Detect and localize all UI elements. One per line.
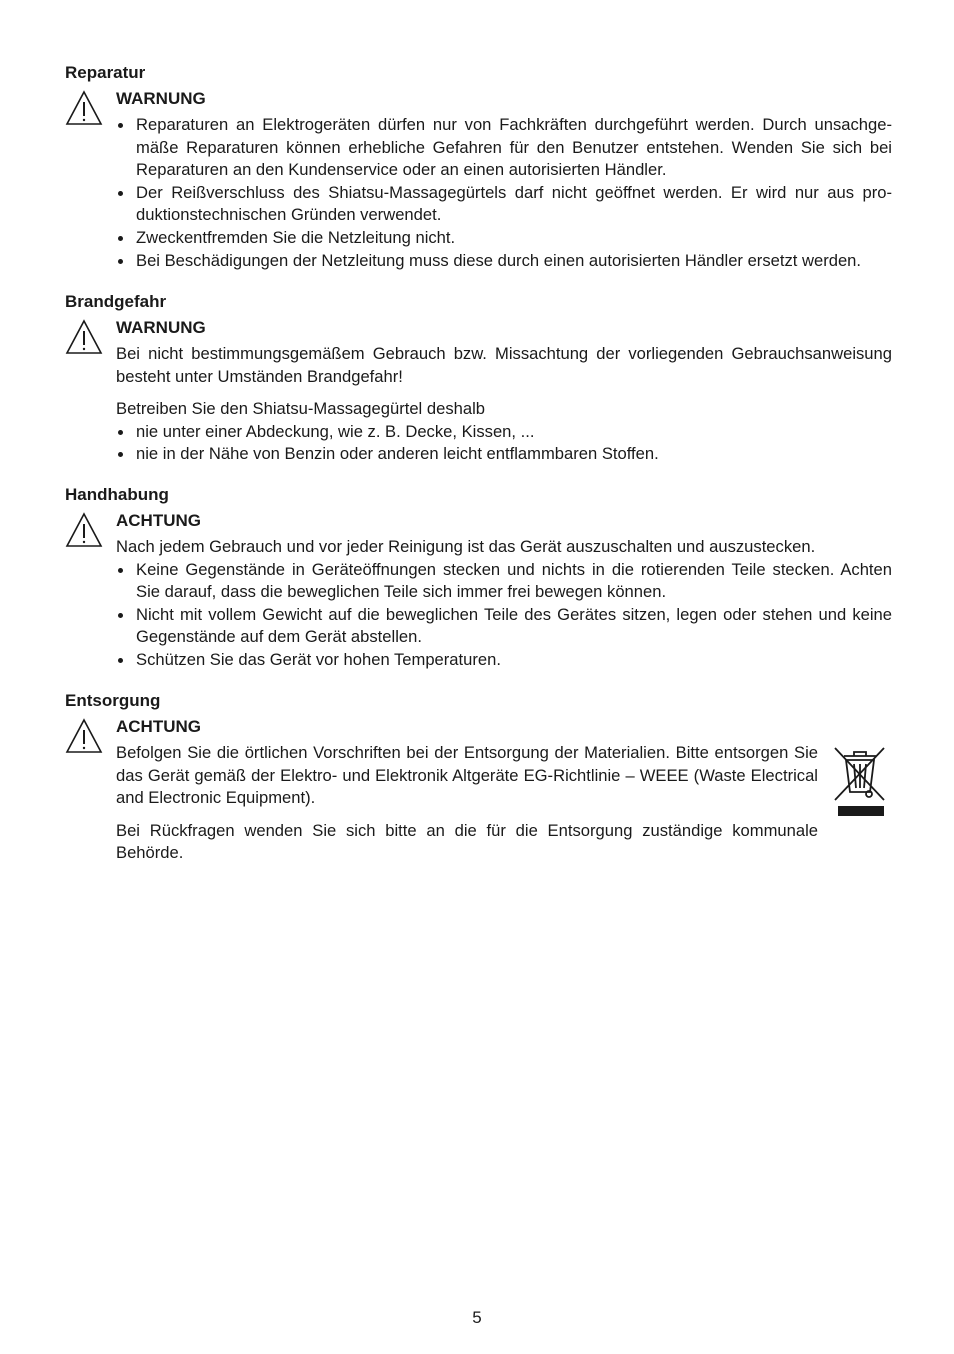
paragraph: Bei nicht bestimmungsgemäßem Gebrauch bzw. Missachtung der vorliegenden Gebrauchsanweisung besteht unter Umständen Brandgefahr! xyxy=(116,344,892,386)
warning-label: WARNUNG xyxy=(116,318,206,337)
section-heading-entsorgung: Entsorgung xyxy=(65,691,161,710)
list-item: Nicht mit vollem Gewicht auf die beweglichen Teile des Gerätes sitzen, legen oder stehen und keine Gegenstände auf dem Gerät abstellen. xyxy=(116,604,892,649)
warning-triangle-icon xyxy=(65,512,103,548)
reparatur-content xyxy=(116,88,892,272)
list-item: nie in der Nähe von Benzin oder anderen leicht entflammbaren Stoffen. xyxy=(116,443,892,466)
reparatur-bullet-list xyxy=(116,114,892,272)
page-number: 5 xyxy=(472,1308,482,1327)
list-item: Bei Beschädigungen der Netzleitung muss diese durch einen autorisierten Händler ersetzt werden. xyxy=(116,250,892,273)
list-item: Schützen Sie das Gerät vor hohen Temperaturen. xyxy=(116,649,892,672)
handhabung-bullet-list xyxy=(116,559,892,672)
list-item: Reparaturen an Elektrogeräten dürfen nur von Fachkräften durchgeführt werden. Durch unsachgemäße Reparaturen können erhebliche Gefahren für den Benutzer entstehen. Wenden Sie sich bei Reparaturen an den Kundenservice oder an einen autorisierten Händler. xyxy=(116,114,892,182)
section-heading-reparatur: Reparatur xyxy=(65,63,146,82)
handhabung-content xyxy=(116,510,892,672)
list-item: Keine Gegenstände in Geräteöffnungen stecken und nichts in die rotierenden Teile stecken. Achten Sie darauf, dass die beweglichen Teile sich immer frei bewegen können. xyxy=(116,559,892,604)
section-heading-brandgefahr: Brandgefahr xyxy=(65,292,167,311)
paragraph: Befolgen Sie die örtlichen Vorschriften bei der Entsorgung der Materialien. Bitte entsorgen Sie das Gerät gemäß der Elektro- und Elektronik Altgeräte EG-Richtlinie – WEEE (Waste Electrical and Electronic Equipment). xyxy=(116,743,818,808)
brandgefahr-bullet-list xyxy=(116,421,892,466)
list-item: Zweckentfremden Sie die Netzleitung nicht. xyxy=(116,227,892,250)
caution-label: ACHTUNG xyxy=(116,717,201,736)
warning-label: WARNUNG xyxy=(116,89,206,108)
entsorgung-content xyxy=(116,716,818,865)
section-heading-handhabung: Handhabung xyxy=(65,485,169,504)
list-item: nie unter einer Abdeckung, wie z. B. Decke, Kissen, ... xyxy=(116,421,892,444)
warning-triangle-icon xyxy=(65,90,103,126)
paragraph: Bei Rückfragen wenden Sie sich bitte an die für die Entsorgung zuständige kommunale Behörde. xyxy=(116,820,818,863)
brandgefahr-content xyxy=(116,317,892,466)
caution-label: ACHTUNG xyxy=(116,511,201,530)
paragraph: Nach jedem Gebrauch und vor jeder Reinigung ist das Gerät auszuschalten und auszustecken. xyxy=(116,537,816,556)
list-item: Der Reißverschluss des Shiatsu-Massagegürtels darf nicht geöffnet werden. Er wird nur aus produktionstechnischen Gründen verwendet. xyxy=(116,182,892,227)
paragraph: Betreiben Sie den Shiatsu-Massagegürtel deshalb xyxy=(116,399,485,419)
crossed-out-wheelie-bin-icon xyxy=(832,744,888,818)
warning-triangle-icon xyxy=(65,718,103,754)
warning-triangle-icon xyxy=(65,319,103,355)
